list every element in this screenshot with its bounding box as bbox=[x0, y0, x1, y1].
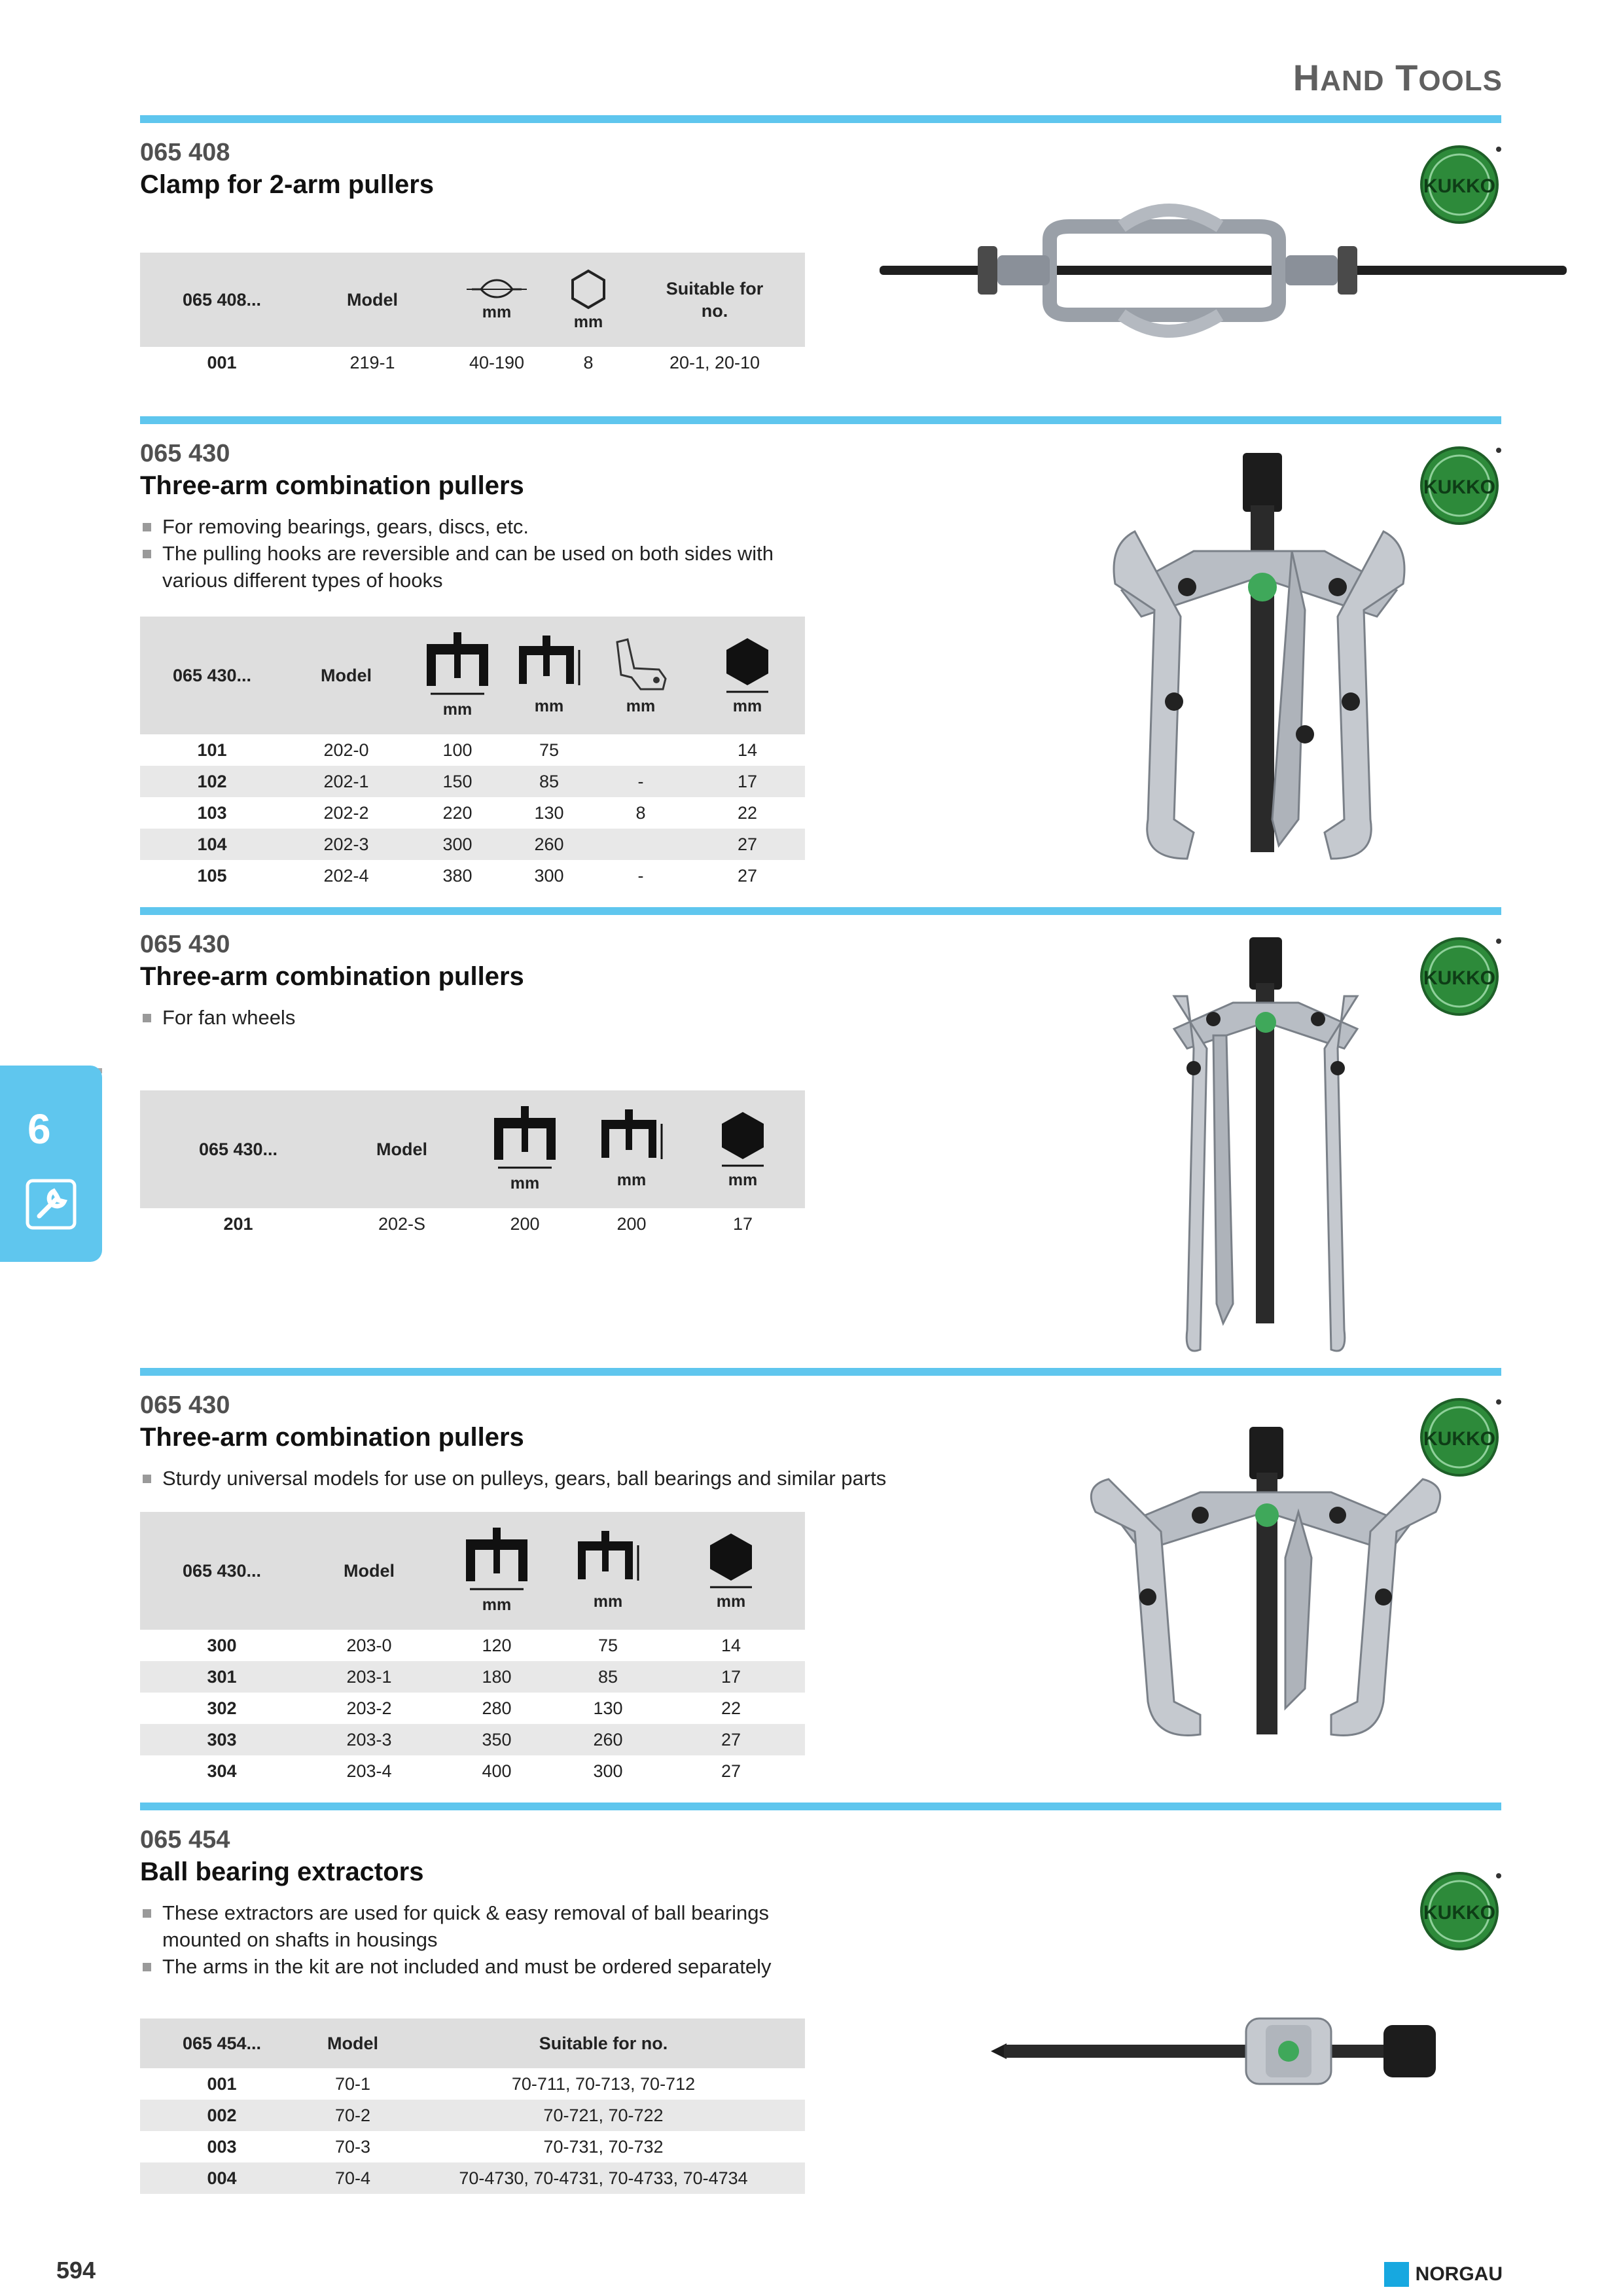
wrench-icon bbox=[25, 1178, 77, 1230]
section-rule bbox=[140, 1368, 1501, 1376]
table-row: 301 203-1 180 85 17 bbox=[140, 1661, 805, 1693]
chapter-side-tab[interactable] bbox=[0, 1066, 102, 1262]
list-item: These extractors are used for quick & easy removal of ball bearings mounted on shafts in housings bbox=[140, 1899, 834, 1953]
spec-table bbox=[140, 1090, 805, 1240]
section-ball-bearing-extractors bbox=[140, 1803, 1501, 2221]
section-three-arm-fan bbox=[140, 907, 1501, 1365]
col-header-hex: mm bbox=[690, 617, 805, 734]
puller-depth-icon bbox=[575, 1531, 641, 1590]
spec-table bbox=[140, 1512, 805, 1787]
section-rule bbox=[140, 907, 1501, 915]
three-arm-puller-image bbox=[1096, 453, 1423, 878]
product-title: Three-arm combination pullers bbox=[140, 471, 524, 500]
hexagon-icon bbox=[721, 636, 774, 694]
kukko-logo bbox=[1419, 933, 1504, 1018]
table-row: 102 202-1 150 85 - 17 bbox=[140, 766, 805, 797]
svg-text:KUKKO: KUKKO bbox=[1423, 1428, 1495, 1450]
feature-list bbox=[140, 1465, 1056, 1492]
col-header-hex: mm bbox=[552, 253, 624, 347]
page-number: 594 bbox=[56, 2257, 96, 2284]
product-title: Three-arm combination pullers bbox=[140, 962, 524, 991]
section-clamp bbox=[140, 115, 1501, 390]
product-code: 065 454 bbox=[140, 1826, 230, 1854]
svg-text:KUKKO: KUKKO bbox=[1423, 967, 1495, 989]
col-header-model: Model bbox=[304, 2018, 402, 2068]
feature-list bbox=[140, 513, 834, 594]
hexagon-outline-icon bbox=[570, 268, 607, 310]
table-row: 103 202-2 220 130 8 22 bbox=[197, 802, 758, 823]
col-header-model: Model bbox=[304, 253, 441, 347]
puller-span-icon bbox=[489, 1106, 561, 1172]
section-three-arm-1 bbox=[140, 416, 1501, 888]
bearing-extractor-image bbox=[991, 2005, 1462, 2097]
puller-depth-icon bbox=[599, 1109, 664, 1168]
brand-footer bbox=[1384, 2262, 1503, 2287]
table-row: 105 202-4 380 300 - 27 bbox=[197, 865, 758, 886]
puller-span-icon bbox=[421, 632, 493, 698]
clamp-span-icon bbox=[465, 278, 528, 300]
col-header-span: mm bbox=[408, 617, 507, 734]
col-header-article: 065 430... bbox=[140, 1090, 336, 1208]
col-header-article: 065 408... bbox=[140, 253, 304, 347]
puller-span-icon bbox=[461, 1528, 533, 1593]
svg-text:KUKKO: KUKKO bbox=[1423, 476, 1495, 498]
spec-table bbox=[140, 253, 805, 378]
list-item: For removing bearings, gears, discs, etc. bbox=[140, 513, 834, 540]
feature-list bbox=[140, 1899, 834, 1980]
table-row: 001 219-1 40-190 8 20-1, 20-10 bbox=[207, 352, 760, 372]
product-title: Clamp for 2-arm pullers bbox=[140, 170, 435, 199]
puller-depth-icon bbox=[516, 636, 582, 694]
table-row: 003 70-3 70-731, 70-732 bbox=[207, 2136, 664, 2157]
brand-name: NORGAU bbox=[1415, 2263, 1503, 2285]
fan-wheel-puller-image bbox=[1148, 937, 1383, 1356]
list-item: For fan wheels bbox=[140, 1004, 834, 1031]
table-row: 303 203-3 350 260 27 bbox=[140, 1724, 805, 1755]
product-code: 065 430 bbox=[140, 1391, 230, 1419]
col-header-hex: mm bbox=[657, 1512, 805, 1630]
universal-puller-image bbox=[1082, 1427, 1449, 1767]
col-header-depth: mm bbox=[507, 617, 592, 734]
col-header-span: mm bbox=[435, 1512, 559, 1630]
list-item: Sturdy universal models for use on pulleys, gears, ball bearings and similar parts bbox=[140, 1465, 1056, 1492]
col-header-article: 065 430... bbox=[140, 617, 284, 734]
hexagon-icon bbox=[705, 1531, 757, 1590]
hook-icon bbox=[608, 636, 673, 694]
table-row: 004 70-4 70-4730, 70-4731, 70-4733, 70-4734 bbox=[140, 2162, 805, 2194]
product-code: 065 408 bbox=[140, 139, 230, 166]
page-header-title: HAND TOOLS bbox=[1293, 57, 1503, 98]
svg-text:KUKKO: KUKKO bbox=[1423, 175, 1495, 197]
kukko-logo bbox=[1419, 1868, 1504, 1953]
norgau-logo-square bbox=[1384, 2262, 1409, 2287]
product-code: 065 430 bbox=[140, 440, 230, 467]
col-header-hook: mm bbox=[592, 617, 690, 734]
table-row: 101 202-0 100 75 14 bbox=[197, 740, 758, 760]
table-row: 001 70-1 70-711, 70-713, 70-712 bbox=[207, 2073, 696, 2094]
product-code: 065 430 bbox=[140, 931, 230, 958]
section-rule bbox=[140, 1803, 1501, 1810]
col-header-span: mm bbox=[467, 1090, 582, 1208]
table-row: 002 70-2 70-721, 70-722 bbox=[140, 2100, 805, 2131]
chapter-number: 6 bbox=[27, 1105, 51, 1153]
col-header-model: Model bbox=[304, 1512, 435, 1630]
col-header-model: Model bbox=[284, 617, 408, 734]
spec-table bbox=[140, 617, 805, 891]
col-header-depth: mm bbox=[582, 1090, 681, 1208]
section-rule bbox=[140, 416, 1501, 424]
product-title: Three-arm combination pullers bbox=[140, 1423, 524, 1452]
table-row: 300 203-0 120 75 14 bbox=[207, 1635, 741, 1655]
col-header-suitable: Suitable for no. bbox=[402, 2018, 805, 2068]
table-row: 304 203-4 400 300 27 bbox=[207, 1761, 741, 1781]
table-row: 104 202-3 300 260 27 bbox=[140, 829, 805, 860]
kukko-logo bbox=[1419, 442, 1504, 528]
col-header-article: 065 454... bbox=[140, 2018, 304, 2068]
table-row: 302 203-2 280 130 22 bbox=[207, 1698, 741, 1718]
hexagon-icon bbox=[717, 1109, 769, 1168]
list-item: The arms in the kit are not included and must be ordered separately bbox=[140, 1953, 834, 1980]
col-header-suitable: Suitable for no. bbox=[624, 253, 805, 347]
spec-table bbox=[140, 2018, 805, 2194]
table-row: 201 202-S 200 200 17 bbox=[140, 1208, 805, 1240]
feature-list bbox=[140, 1004, 834, 1031]
col-header-range: mm bbox=[441, 253, 552, 347]
col-header-article: 065 430... bbox=[140, 1512, 304, 1630]
col-header-depth: mm bbox=[559, 1512, 657, 1630]
clamp-product-image bbox=[866, 187, 1580, 351]
section-three-arm-universal bbox=[140, 1368, 1501, 1781]
col-header-model: Model bbox=[336, 1090, 467, 1208]
col-header-hex: mm bbox=[681, 1090, 805, 1208]
section-rule bbox=[140, 115, 1501, 123]
product-title: Ball bearing extractors bbox=[140, 1857, 424, 1886]
list-item: The pulling hooks are reversible and can be used on both sides with various different types of hooks bbox=[140, 540, 834, 594]
svg-text:KUKKO: KUKKO bbox=[1423, 1902, 1495, 1924]
